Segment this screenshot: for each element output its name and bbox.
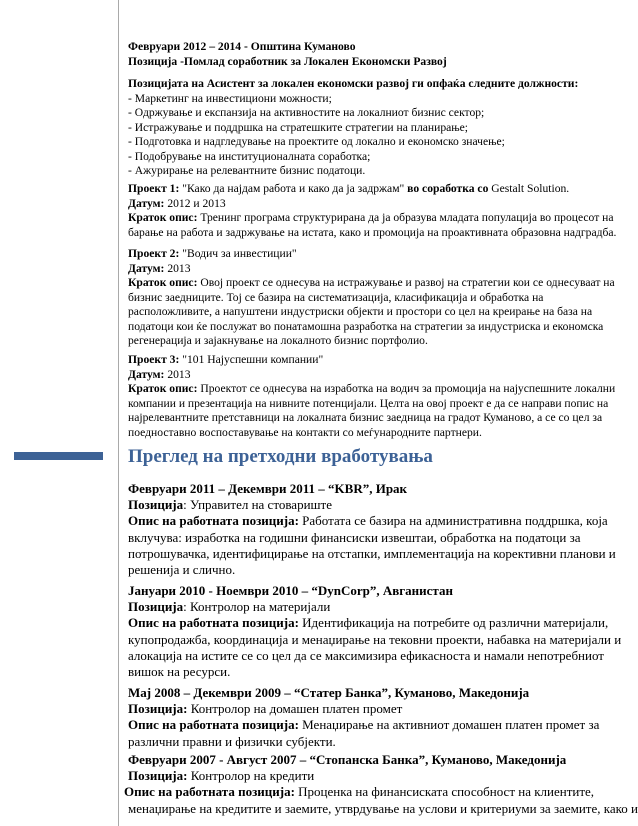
- project-3-description-line: поедноставно воспоставување на контакти со меѓународните партнери.: [128, 425, 482, 439]
- job-2-description-line: алокација на истите се со цел да се максимизира ефикасноста и намали непотребниот: [128, 647, 604, 663]
- job-1-description-line: вклучува: изработка на годишни финансиски извештаи, обработка на податоци за: [128, 529, 581, 545]
- job-2-description-line: купопродажба, координација и менаџирање на тековни проекти, набавка на материјали и: [128, 631, 622, 647]
- previous-employment-heading: Преглед на претходни вработувања: [128, 446, 433, 467]
- project-1-description: Краток опис: Тренинг програма структурирана да ја образува младата популација во процесот на: [128, 211, 614, 224]
- job-4-description-line: менаџирање на кредитите и заемите, утврдување на услови и критериуми за заемите, како и: [128, 800, 638, 816]
- job-3-header: Мај 2008 – Декември 2009 – “Статер Банка”, Куманово, Македонија: [128, 685, 530, 700]
- project-2-description-line: регенерација и зајакнување на локалното бизнис портфолио.: [128, 334, 428, 347]
- duty-item: - Подготовка и надгледување на проектите од локално и економско значење;: [128, 135, 505, 148]
- project-1-date: Датум: 2012 и 2013: [128, 196, 226, 210]
- project-2-description-line: расположливите, а напуштени индустриски објекти и простори со цел на креирање на база на: [128, 305, 593, 318]
- vertical-divider-line: [118, 0, 119, 826]
- project-3-block: [128, 353, 628, 440]
- duty-item: - Ажурирање на релевантните бизнис податоци.: [128, 164, 366, 177]
- current-employment-block: [128, 40, 628, 69]
- current-employment-dates: Февруари 2012 – 2014 - Општина Куманово: [128, 40, 356, 53]
- project-3-title: Проект 3: "101 Најуспешни компании": [128, 353, 324, 366]
- job-1-description-line: потрошувачка, идентифицирање на отстапки, имплементација на корективни планови и: [128, 545, 616, 561]
- job-2-header: Јануари 2010 - Ноември 2010 – “DynCorp”, Авганистан: [128, 583, 453, 598]
- job-3-description: Опис на работната позиција: Менаџирање на активниот домашен платен промет за: [128, 717, 600, 733]
- duties-block: [128, 77, 628, 179]
- job-3-block: [128, 685, 628, 750]
- job-4-description: Опис на работната позиција: Проценка на финансиската способност на клиентите,: [124, 784, 595, 800]
- project-3-date: Датум: 2013: [128, 367, 191, 381]
- job-2-position: Позиција: Контролор на материјали: [128, 599, 331, 615]
- project-3-description-line: најрелевантните претставници на локалната бизнис заедница на градот Куманово, а се со цел за: [128, 411, 603, 424]
- job-1-description: Опис на работната позиција: Работата се базира на административна поддршка, која: [128, 513, 608, 529]
- job-1-block: [128, 481, 628, 578]
- job-4-block: [124, 752, 638, 817]
- job-4-position: Позиција: Контролор на кредити: [128, 768, 315, 784]
- job-1-header: Февруари 2011 – Декември 2011 – “KBR”, Ирак: [128, 481, 408, 496]
- job-2-block: [128, 583, 628, 680]
- duty-item: - Подобрување на институционалната соработка;: [128, 149, 371, 163]
- job-2-description: Опис на работната позиција: Идентификација на потребите од различни материјали,: [128, 615, 609, 631]
- duty-item: - Маркетинг на инвестициони можности;: [128, 91, 332, 105]
- project-2-description-line: податоци кои ќе послужат во понатамошна разработка на стратегии за индустриска и економска: [128, 319, 604, 333]
- job-3-position: Позиција: Контролор на домашен платен промет: [128, 701, 403, 717]
- job-4-header: Февруари 2007 - Август 2007 – “Стопанска Банка”, Куманово, Македонија: [128, 752, 567, 767]
- project-1-description-line: барање на работа и задржување на истата, како и промоција на проактивната образовна надградба.: [128, 225, 617, 239]
- job-2-description-line: вишок на ресурси.: [128, 664, 231, 680]
- duties-intro: Позицијата на Асистент за локален економски развој ги опфаќа следните должности:: [128, 77, 579, 90]
- duty-item: - Истражување и поддршка на стратешките стратегии на планирање;: [128, 120, 469, 134]
- project-3-description-line: компании и презентација на нивните потенцијали. Целта на овој проект е да се направи попис на: [128, 396, 609, 410]
- project-2-date: Датум: 2013: [128, 261, 191, 275]
- project-2-title: Проект 2: "Водич за инвестиции": [128, 247, 297, 260]
- project-1-title: Проект 1: "Како да најдам работа и како да ја задржам" во соработка со Gestalt Solution.: [128, 182, 570, 195]
- job-3-description-line: различни правни и физички субјекти.: [128, 733, 336, 749]
- project-2-description-line: бизнис заедниците. Тој се базира на систематизација, класификација и обработка на: [128, 290, 544, 304]
- project-3-description: Краток опис: Проектот се однесува на изработка на водич за промоција на најуспешните локални: [128, 382, 616, 395]
- job-1-description-line: решенија и слично.: [128, 562, 236, 578]
- project-2-block: [128, 247, 628, 349]
- section-accent-bar: [14, 452, 103, 460]
- project-2-description: Краток опис: Овој проект се однесува на истражување и развој на стратегии кои се однесуваат на: [128, 276, 615, 289]
- job-1-position: Позиција: Управител на стовариште: [128, 497, 332, 513]
- project-1-block: [128, 182, 628, 240]
- current-employment-position: Позиција -Помлад соработник за Локален Економски Развој: [128, 54, 447, 68]
- duty-item: - Одржување и експанзија на активностите на локалниот бизнис сектор;: [128, 106, 485, 119]
